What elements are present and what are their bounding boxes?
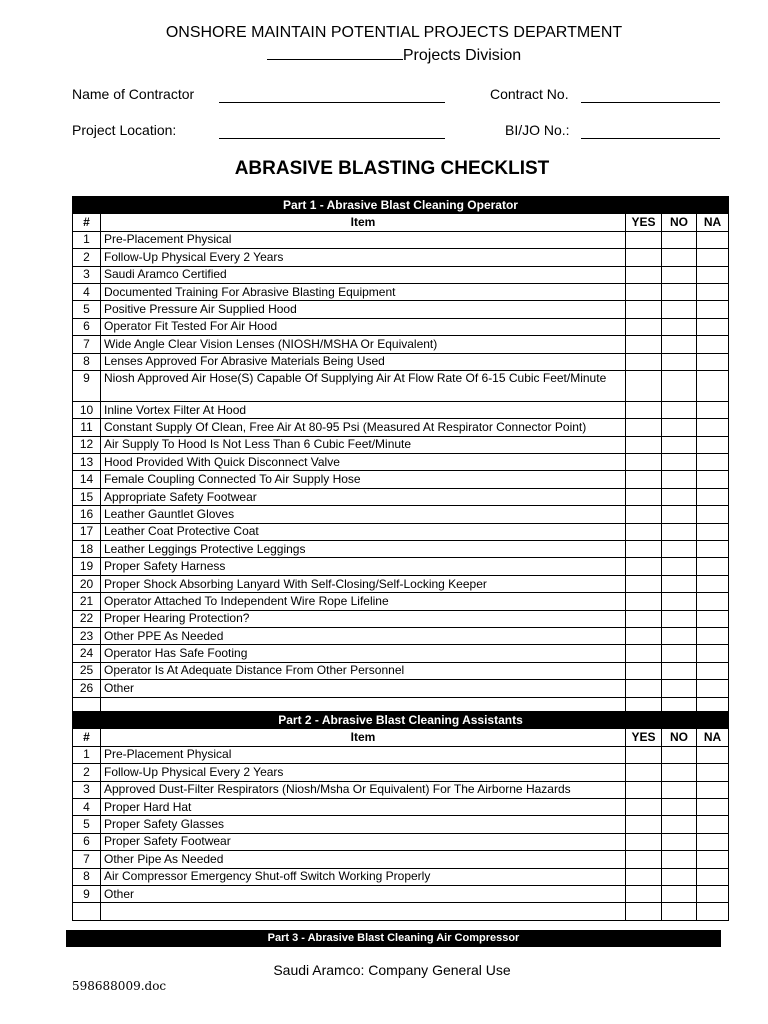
row-item: Proper Hard Hat	[101, 798, 626, 815]
part1-column-header	[73, 214, 729, 231]
row-no-cell[interactable]	[662, 746, 697, 763]
row-item: Approved Dust-Filter Respirators (Niosh/Msha Or Equivalent) For The Airborne Hazards	[101, 781, 626, 798]
row-number: 22	[73, 610, 101, 627]
row-na-cell[interactable]	[697, 401, 729, 418]
row-na-cell[interactable]	[697, 318, 729, 335]
row-na-cell[interactable]	[697, 627, 729, 644]
row-no-cell[interactable]	[662, 558, 697, 575]
row-na-cell[interactable]	[697, 454, 729, 471]
row-na-cell[interactable]	[697, 353, 729, 370]
row-no-cell[interactable]	[662, 231, 697, 248]
row-no-cell[interactable]	[662, 610, 697, 627]
row-yes-cell[interactable]	[626, 401, 662, 418]
row-no-cell[interactable]	[662, 645, 697, 662]
row-no-cell[interactable]	[662, 764, 697, 781]
blank-item-cell[interactable]	[101, 903, 626, 920]
row-na-cell[interactable]	[697, 816, 729, 833]
table-row	[73, 868, 729, 885]
row-number: 5	[73, 816, 101, 833]
row-number: 11	[73, 419, 101, 436]
row-na-cell[interactable]	[697, 283, 729, 300]
row-no-cell[interactable]	[662, 353, 697, 370]
table-row	[73, 401, 729, 418]
row-number: 8	[73, 868, 101, 885]
row-na-cell[interactable]	[697, 488, 729, 505]
row-no-cell[interactable]	[662, 488, 697, 505]
row-yes-cell[interactable]	[626, 370, 662, 401]
row-na-cell[interactable]	[697, 419, 729, 436]
table-row	[73, 593, 729, 610]
row-item: Operator Attached To Independent Wire Rope Lifeline	[101, 593, 626, 610]
location-field[interactable]	[219, 138, 445, 139]
row-item: Air Supply To Hood Is Not Less Than 6 Cubic Feet/Minute	[101, 436, 626, 453]
row-na-cell[interactable]	[697, 301, 729, 318]
row-item: Proper Safety Footwear	[101, 833, 626, 850]
row-yes-cell[interactable]	[626, 454, 662, 471]
table-row	[73, 336, 729, 353]
row-number: 19	[73, 558, 101, 575]
column-no: NO	[662, 729, 697, 746]
row-number: 4	[73, 798, 101, 815]
table-row	[73, 506, 729, 523]
row-item: Appropriate Safety Footwear	[101, 488, 626, 505]
column-num: #	[73, 729, 101, 746]
row-yes-cell[interactable]	[626, 249, 662, 266]
contractor-field[interactable]	[219, 102, 445, 103]
row-yes-cell[interactable]	[626, 610, 662, 627]
row-na-cell[interactable]	[697, 370, 729, 401]
row-no-cell[interactable]	[662, 419, 697, 436]
row-yes-cell[interactable]	[626, 419, 662, 436]
row-yes-cell[interactable]	[626, 283, 662, 300]
row-na-cell[interactable]	[697, 436, 729, 453]
row-number: 16	[73, 506, 101, 523]
classification-footer: Saudi Aramco: Company General Use	[273, 962, 511, 978]
row-no-cell[interactable]	[662, 249, 697, 266]
row-yes-cell[interactable]	[626, 266, 662, 283]
row-item: Lenses Approved For Abrasive Materials Being Used	[101, 353, 626, 370]
table-row	[73, 523, 729, 540]
row-na-cell[interactable]	[697, 471, 729, 488]
row-na-cell[interactable]	[697, 746, 729, 763]
row-number: 9	[73, 885, 101, 902]
table-row	[73, 627, 729, 644]
bijo-label: BI/JO No.:	[505, 122, 570, 138]
division-heading	[0, 44, 768, 65]
row-number: 5	[73, 301, 101, 318]
column-item: Item	[101, 729, 626, 746]
row-item: Saudi Aramco Certified	[101, 266, 626, 283]
checklist-title: ABRASIVE BLASTING CHECKLIST	[234, 158, 550, 179]
row-no-cell[interactable]	[662, 266, 697, 283]
row-na-cell[interactable]	[697, 833, 729, 850]
row-no-cell[interactable]	[662, 575, 697, 592]
row-item: Leather Gauntlet Gloves	[101, 506, 626, 523]
row-item: Follow-Up Physical Every 2 Years	[101, 764, 626, 781]
row-no-cell[interactable]	[662, 541, 697, 558]
row-item: Female Coupling Connected To Air Supply Hose	[101, 471, 626, 488]
row-na-cell[interactable]	[697, 851, 729, 868]
row-na-cell[interactable]	[697, 610, 729, 627]
row-item: Operator Is At Adequate Distance From Other Personnel	[101, 662, 626, 679]
row-number: 18	[73, 541, 101, 558]
row-yes-cell[interactable]	[626, 318, 662, 335]
row-no-cell[interactable]	[662, 523, 697, 540]
row-yes-cell[interactable]	[626, 353, 662, 370]
part2-table	[72, 711, 729, 921]
row-number: 20	[73, 575, 101, 592]
row-item: Follow-Up Physical Every 2 Years	[101, 249, 626, 266]
row-no-cell[interactable]	[662, 301, 697, 318]
division-label: Projects Division	[402, 47, 522, 64]
column-na: NA	[697, 214, 729, 231]
part3-header: Part 3 - Abrasive Blast Cleaning Air Compressor	[66, 930, 721, 947]
contractor-label: Name of Contractor	[72, 86, 195, 102]
table-row	[73, 781, 729, 798]
row-na-cell[interactable]	[697, 266, 729, 283]
row-number: 7	[73, 336, 101, 353]
row-yes-cell[interactable]	[626, 816, 662, 833]
row-number: 6	[73, 318, 101, 335]
row-item: Inline Vortex Filter At Hood	[101, 401, 626, 418]
contract-no-label: Contract No.	[490, 86, 569, 102]
row-no-cell[interactable]	[662, 627, 697, 644]
row-no-cell[interactable]	[662, 868, 697, 885]
row-yes-cell[interactable]	[626, 558, 662, 575]
row-item: Leather Coat Protective Coat	[101, 523, 626, 540]
table-row	[73, 301, 729, 318]
row-no-cell[interactable]	[662, 816, 697, 833]
row-yes-cell[interactable]	[626, 627, 662, 644]
row-item: Other Pipe As Needed	[101, 851, 626, 868]
table-row	[73, 575, 729, 592]
table-row	[73, 746, 729, 763]
row-number: 8	[73, 353, 101, 370]
row-item: Operator Has Safe Footing	[101, 645, 626, 662]
row-item: Hood Provided With Quick Disconnect Valve	[101, 454, 626, 471]
row-number: 25	[73, 662, 101, 679]
row-yes-cell[interactable]	[626, 746, 662, 763]
row-no-cell[interactable]	[662, 454, 697, 471]
table-row	[73, 266, 729, 283]
row-item: Air Compressor Emergency Shut-off Switch Working Properly	[101, 868, 626, 885]
row-number: 9	[73, 370, 101, 401]
row-no-cell[interactable]	[662, 318, 697, 335]
row-item: Proper Shock Absorbing Lanyard With Self-Closing/Self-Locking Keeper	[101, 575, 626, 592]
row-na-cell[interactable]	[697, 541, 729, 558]
row-item: Other	[101, 885, 626, 902]
table-row	[73, 283, 729, 300]
row-number: 12	[73, 436, 101, 453]
row-yes-cell[interactable]	[626, 645, 662, 662]
table-row	[73, 471, 729, 488]
row-yes-cell[interactable]	[626, 506, 662, 523]
row-number: 17	[73, 523, 101, 540]
row-number: 2	[73, 764, 101, 781]
row-item: Constant Supply Of Clean, Free Air At 80-95 Psi (Measured At Respirator Connector Point)	[101, 419, 626, 436]
row-no-cell[interactable]	[662, 833, 697, 850]
row-na-cell[interactable]	[697, 558, 729, 575]
table-row	[73, 610, 729, 627]
table-row	[73, 645, 729, 662]
contract-no-field[interactable]	[581, 102, 720, 103]
row-item: Proper Hearing Protection?	[101, 610, 626, 627]
row-number: 6	[73, 833, 101, 850]
row-item: Proper Safety Glasses	[101, 816, 626, 833]
blank-na-cell[interactable]	[697, 903, 729, 920]
row-na-cell[interactable]	[697, 885, 729, 902]
row-na-cell[interactable]	[697, 249, 729, 266]
row-item: Niosh Approved Air Hose(S) Capable Of Supplying Air At Flow Rate Of 6-15 Cubic Feet/Minute	[101, 370, 626, 401]
table-row	[73, 454, 729, 471]
part2-header-row	[73, 712, 729, 729]
row-number: 21	[73, 593, 101, 610]
row-no-cell[interactable]	[662, 401, 697, 418]
blank-no-cell[interactable]	[662, 903, 697, 920]
location-label: Project Location:	[72, 122, 177, 138]
table-row	[73, 488, 729, 505]
row-item: Leather Leggings Protective Leggings	[101, 541, 626, 558]
row-number: 1	[73, 231, 101, 248]
row-yes-cell[interactable]	[626, 764, 662, 781]
row-number: 23	[73, 627, 101, 644]
row-no-cell[interactable]	[662, 798, 697, 815]
row-yes-cell[interactable]	[626, 680, 662, 697]
column-num: #	[73, 214, 101, 231]
row-yes-cell[interactable]	[626, 541, 662, 558]
row-number: 24	[73, 645, 101, 662]
row-number: 3	[73, 266, 101, 283]
column-na: NA	[697, 729, 729, 746]
column-yes: YES	[626, 729, 662, 746]
row-na-cell[interactable]	[697, 764, 729, 781]
row-na-cell[interactable]	[697, 798, 729, 815]
row-number: 1	[73, 746, 101, 763]
table-row	[73, 764, 729, 781]
part2-title: Part 2 - Abrasive Blast Cleaning Assistants	[73, 712, 729, 729]
table-row	[73, 436, 729, 453]
row-na-cell[interactable]	[697, 523, 729, 540]
row-na-cell[interactable]	[697, 680, 729, 697]
row-yes-cell[interactable]	[626, 833, 662, 850]
row-na-cell[interactable]	[697, 781, 729, 798]
row-item: Positive Pressure Air Supplied Hood	[101, 301, 626, 318]
part1-title: Part 1 - Abrasive Blast Cleaning Operator	[73, 197, 729, 214]
row-no-cell[interactable]	[662, 662, 697, 679]
row-yes-cell[interactable]	[626, 436, 662, 453]
row-yes-cell[interactable]	[626, 781, 662, 798]
row-number: 15	[73, 488, 101, 505]
column-no: NO	[662, 214, 697, 231]
blank-row	[73, 903, 729, 920]
row-yes-cell[interactable]	[626, 471, 662, 488]
table-row	[73, 662, 729, 679]
row-item: Pre-Placement Physical	[101, 231, 626, 248]
table-row	[73, 541, 729, 558]
row-number: 4	[73, 283, 101, 300]
row-na-cell[interactable]	[697, 506, 729, 523]
table-row	[73, 249, 729, 266]
row-yes-cell[interactable]	[626, 231, 662, 248]
row-number: 26	[73, 680, 101, 697]
row-na-cell[interactable]	[697, 645, 729, 662]
table-row	[73, 833, 729, 850]
row-na-cell[interactable]	[697, 231, 729, 248]
table-row	[73, 680, 729, 697]
row-yes-cell[interactable]	[626, 575, 662, 592]
department-heading: ONSHORE MAINTAIN POTENTIAL PROJECTS DEPARTMENT	[165, 24, 623, 41]
row-number: 7	[73, 851, 101, 868]
row-item: Wide Angle Clear Vision Lenses (NIOSH/MSHA Or Equivalent)	[101, 336, 626, 353]
row-yes-cell[interactable]	[626, 488, 662, 505]
row-number: 2	[73, 249, 101, 266]
row-no-cell[interactable]	[662, 851, 697, 868]
column-item: Item	[101, 214, 626, 231]
table-row	[73, 318, 729, 335]
row-na-cell[interactable]	[697, 662, 729, 679]
row-yes-cell[interactable]	[626, 798, 662, 815]
row-item: Pre-Placement Physical	[101, 746, 626, 763]
blank-yes-cell[interactable]	[626, 903, 662, 920]
row-number: 3	[73, 781, 101, 798]
row-na-cell[interactable]	[697, 575, 729, 592]
row-yes-cell[interactable]	[626, 301, 662, 318]
row-yes-cell[interactable]	[626, 336, 662, 353]
table-row	[73, 885, 729, 902]
row-no-cell[interactable]	[662, 436, 697, 453]
table-row	[73, 851, 729, 868]
division-blank-line[interactable]	[267, 44, 403, 60]
row-no-cell[interactable]	[662, 283, 697, 300]
row-no-cell[interactable]	[662, 593, 697, 610]
column-yes: YES	[626, 214, 662, 231]
row-item: Proper Safety Harness	[101, 558, 626, 575]
row-yes-cell[interactable]	[626, 662, 662, 679]
table-row	[73, 370, 729, 401]
row-yes-cell[interactable]	[626, 851, 662, 868]
row-item: Operator Fit Tested For Air Hood	[101, 318, 626, 335]
table-row	[73, 353, 729, 370]
table-row	[73, 419, 729, 436]
row-yes-cell[interactable]	[626, 868, 662, 885]
blank-num-cell[interactable]	[73, 903, 101, 920]
row-number: 13	[73, 454, 101, 471]
row-no-cell[interactable]	[662, 370, 697, 401]
row-na-cell[interactable]	[697, 336, 729, 353]
row-item: Other PPE As Needed	[101, 627, 626, 644]
row-no-cell[interactable]	[662, 885, 697, 902]
row-no-cell[interactable]	[662, 680, 697, 697]
part1-table	[72, 196, 729, 715]
row-na-cell[interactable]	[697, 593, 729, 610]
row-number: 14	[73, 471, 101, 488]
bijo-field[interactable]	[581, 138, 720, 139]
row-yes-cell[interactable]	[626, 523, 662, 540]
row-no-cell[interactable]	[662, 471, 697, 488]
document-filename: 598688009.doc	[72, 979, 167, 993]
table-row	[73, 558, 729, 575]
row-item: Other	[101, 680, 626, 697]
row-no-cell[interactable]	[662, 781, 697, 798]
row-no-cell[interactable]	[662, 336, 697, 353]
table-row	[73, 816, 729, 833]
row-item: Documented Training For Abrasive Blasting Equipment	[101, 283, 626, 300]
row-no-cell[interactable]	[662, 506, 697, 523]
part2-column-header	[73, 729, 729, 746]
row-na-cell[interactable]	[697, 868, 729, 885]
row-number: 10	[73, 401, 101, 418]
row-yes-cell[interactable]	[626, 885, 662, 902]
row-yes-cell[interactable]	[626, 593, 662, 610]
part1-header-row	[73, 197, 729, 214]
table-row	[73, 231, 729, 248]
table-row	[73, 798, 729, 815]
